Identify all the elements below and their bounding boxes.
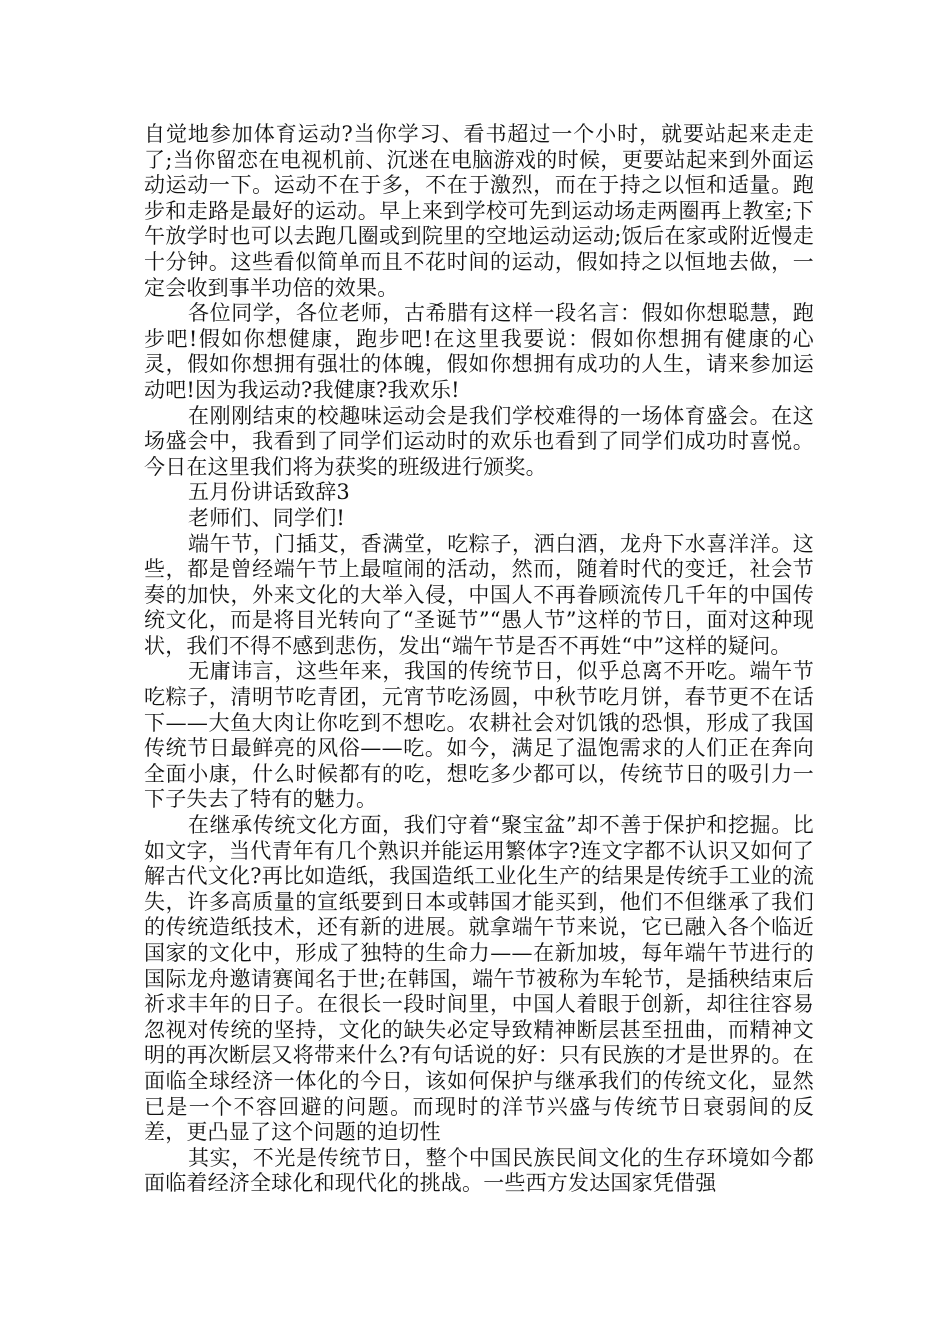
paragraph: 自觉地参加体育运动?当你学习、看书超过一个小时，就要站起来走走了;当你留恋在电视机前、沉迷在电脑游戏的时候，更要站起来到外面运动运动一下。运动不在于多，不在于激烈，而在于持之以恒和适量。跑步和走路是最好的运动。早上来到学校可先到运动场走两圈再上教室;下午放学时也可以去跑几圈或到院里的空地运动运动;饭后在家或附近慢走十分钟。这些看似简单而且不花时间的运动，假如持之以恒地去做，一定会收到事半功倍的效果。 — [144, 122, 814, 300]
paragraph: 其实，不光是传统节日，整个中国民族民间文化的生存环境如今都面临着经济全球化和现代化的挑战。一些西方发达国家凭借强 — [144, 1145, 814, 1196]
paragraph: 无庸讳言，这些年来，我国的传统节日，似乎总离不开吃。端午节吃粽子，清明节吃青团，元宵节吃汤圆，中秋节吃月饼，春节更不在话下——大鱼大肉让你吃到不想吃。农耕社会对饥饿的恐惧，形成了我国传统节日最鲜亮的风俗——吃。如今，满足了温饱需求的人们正在奔向全面小康，什么时候都有的吃，想吃多少都可以，传统节日的吸引力一下子失去了特有的魅力。 — [144, 659, 814, 812]
paragraph: 各位同学，各位老师，古希腊有这样一段名言：假如你想聪慧，跑步吧!假如你想健康，跑步吧!在这里我要说：假如你想拥有健康的心灵，假如你想拥有强壮的体魄，假如你想拥有成功的人生，请来参加运动吧!因为我运动?我健康?我欢乐! — [144, 301, 814, 402]
section-heading: 五月份讲话致辞3 — [188, 480, 350, 505]
document-body — [144, 122, 814, 1197]
paragraph: 在刚刚结束的校趣味运动会是我们学校难得的一场体育盛会。在这场盛会中，我看到了同学们运动时的欢乐也看到了同学们成功时喜悦。今日在这里我们将为获奖的班级进行颁奖。 — [144, 403, 814, 479]
paragraph: 在继承传统文化方面，我们守着“聚宝盆”却不善于保护和挖掘。比如文字，当代青年有几个熟识并能运用繁体字?连文字都不认识又如何了解古代文化?再比如造纸，我国造纸工业化生产的结果是传统手工业的流失，许多高质量的宣纸要到日本或韩国才能买到，他们不但继承了我们的传统造纸技术，还有新的进展。就拿端午节来说，它已融入各个临近国家的文化中，形成了独特的生命力——在新加坡，每年端午节进行的国际龙舟邀请赛闻名于世;在韩国，端午节被称为车轮节，是插秧结束后祈求丰年的日子。在很长一段时间里，中国人着眼于创新，却往往容易忽视对传统的坚持，文化的缺失必定导致精神断层甚至扭曲，而精神文明的再次断层又将带来什么?有句话说的好：只有民族的才是世界的。在面临全球经济一体化的今日，该如何保护与继承我们的传统文化，显然已是一个不容回避的问题。而现时的洋节兴盛与传统节日衰弱间的反差，更凸显了这个问题的迫切性 — [144, 813, 814, 1145]
salutation: 老师们、同学们! — [188, 505, 346, 530]
paragraph: 端午节，门插艾，香满堂，吃粽子，洒白酒，龙舟下水喜洋洋。这些，都是曾经端午节上最喧闹的活动，然而，随着时代的变迁，社会节奏的加快，外来文化的大举入侵，中国人不再眷顾流传几千年的中国传统文化，而是将目光转向了“圣诞节”“愚人节”这样的节日，面对这种现状，我们不得不感到悲伤，发出“端午节是否不再姓“中”这样的疑问。 — [144, 531, 814, 658]
